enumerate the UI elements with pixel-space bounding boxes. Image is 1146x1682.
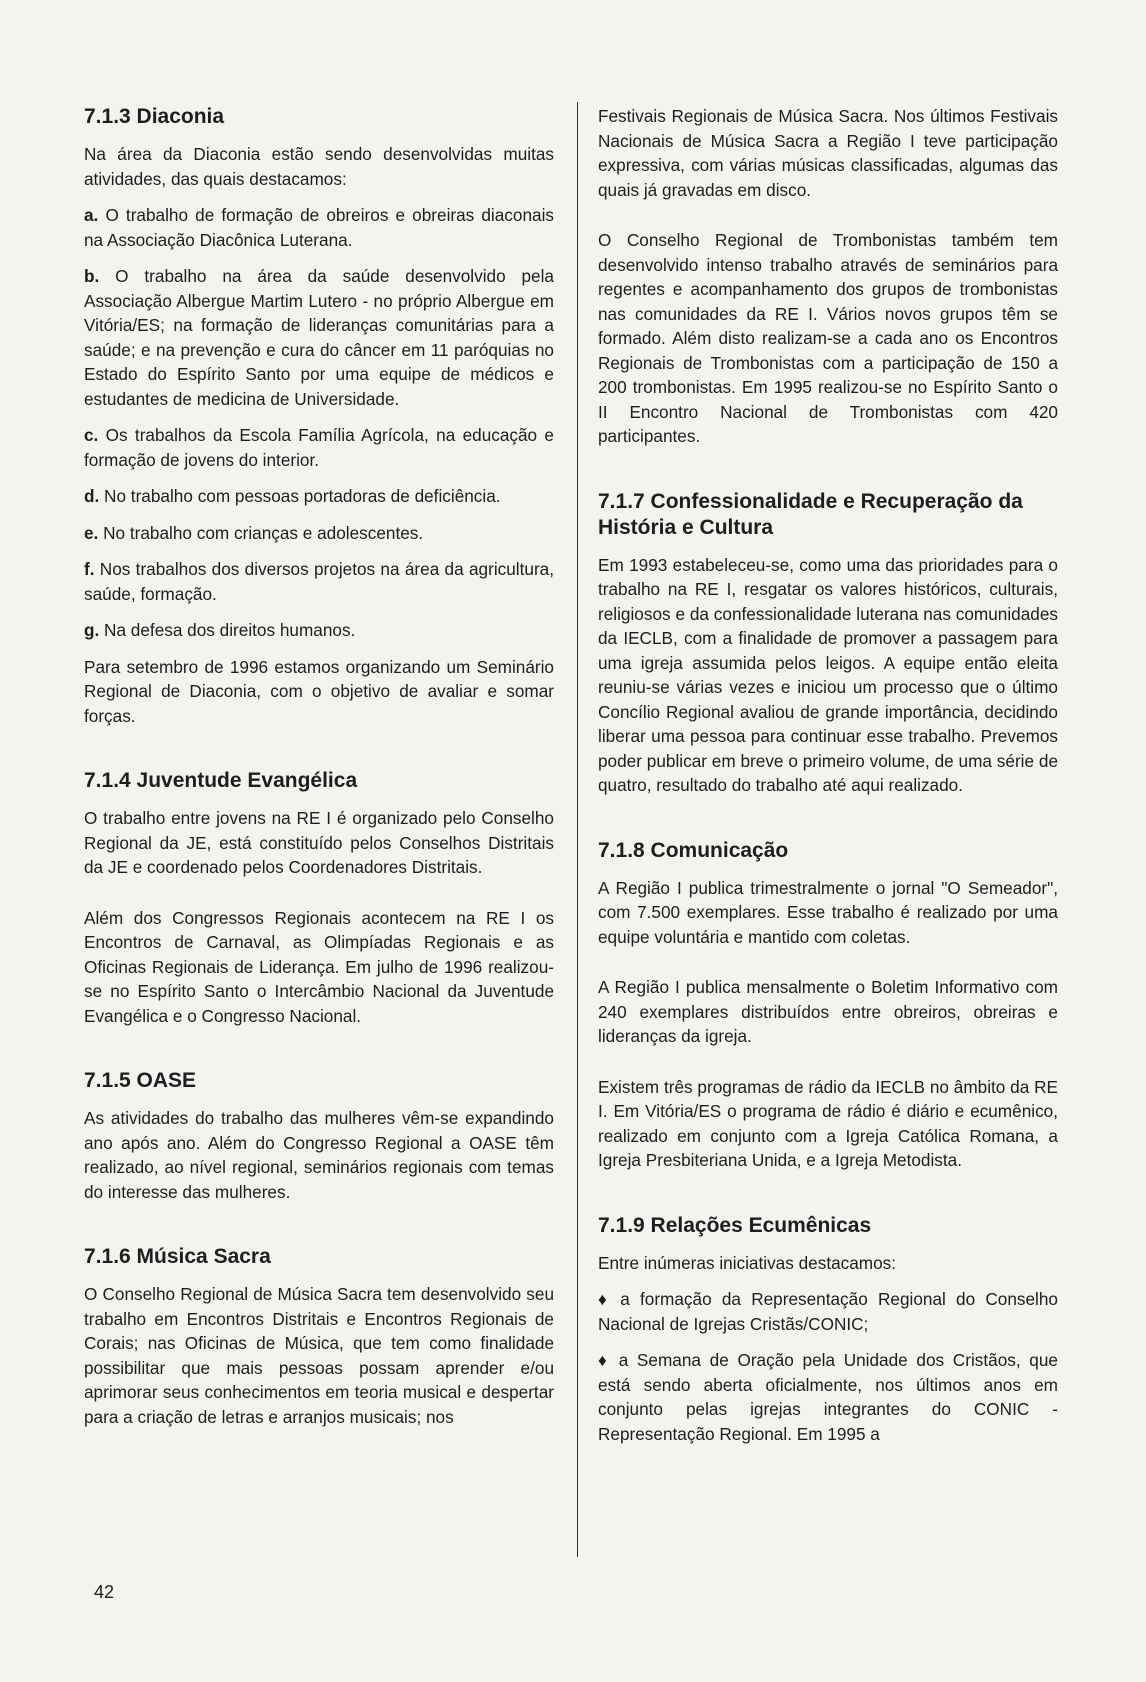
- section-title-confessionalidade: 7.1.7 Confessionalidade e Recuperação da História e Cultura: [598, 489, 1023, 539]
- list-item: [84, 484, 554, 509]
- paragraph: Além dos Congressos Regionais acontecem na RE I os Encontros de Carnaval, as Olimpíadas Regionais e as Oficinas Regionais de Liderança. Em julho de 1996 realizou-se no Espírito Santo o Intercâmbio Nacional da Juventude Evangélica e o Congresso Nacional.: [84, 907, 554, 1026]
- left-column: [84, 104, 554, 1441]
- paragraph: O Conselho Regional de Trombonistas também tem desenvolvido intenso trabalho através de seminários para regentes e acompanhamento dos grupos de trombonistas nas comunidades da RE I. Vários novos grupos têm se formado. Além disto realizam-se a cada ano os Encontros Regionais de Trombonistas com a participação de 150 a 200 trombonistas. Em 1995 realizou-se no Espírito Santo o II Encontro Nacional de Trombonistas com 420 participantes.: [598, 230, 1058, 446]
- paragraph: Entre inúmeras iniciativas destacamos:: [598, 1252, 897, 1273]
- bullet-item: [598, 1348, 1058, 1446]
- paragraph: Em 1993 estabeleceu-se, como uma das prioridades para o trabalho na RE I, resgatar os valores históricos, culturais, religiosos e da confessionalidade luterana nas comunidades da IECLB, com a finalidade de promover a passagem para uma igreja assumida pelos leigos. A equipe então eleita reuniu-se várias vezes e iniciou um processo que o último Concílio Regional avaliou de grande importância, decidindo liberar uma pessoa para continuar esse trabalho. Prevemos poder publicar em breve o primeiro volume, de uma série de quatro, resultado do trabalho até aqui realizado.: [598, 554, 1058, 795]
- list-item: [84, 618, 554, 643]
- paragraph: O Conselho Regional de Música Sacra tem desenvolvido seu trabalho em Encontros Distritais e Encontros Regionais de Corais; nas Oficinas de Música, que tem como finalidade possibilitar que mais pessoas possam aprender e/ou aprimorar seus conhecimentos em teoria musical e despertar para a criação de letras e arranjos musicais; nos: [84, 1284, 554, 1427]
- diamond-bullet-icon: ♦: [598, 1289, 613, 1309]
- diamond-bullet-icon: ♦: [598, 1350, 611, 1370]
- list-text: No trabalho com crianças e adolescentes.: [98, 522, 424, 543]
- list-text: O trabalho na área da saúde desenvolvido pela Associação Albergue Martim Lutero - no próprio Albergue em Vitória/ES; na formação de lideranças comunitárias para a saúde; e na prevenção e cura do câncer em 11 paróquias no Estado do Espírito Santo por uma equipe de médicos e estudantes de medicina de Universidade.: [84, 266, 554, 409]
- paragraph: Festivais Regionais de Música Sacra. Nos últimos Festivais Nacionais de Música Sacra a Região I teve participação expressiva, com várias músicas classificadas, algumas das quais já gravadas em disco.: [598, 106, 1058, 200]
- list-label: c.: [84, 425, 99, 445]
- list-label: b.: [84, 266, 100, 286]
- list-item: [84, 203, 554, 252]
- list-text: Na defesa dos direitos humanos.: [99, 620, 356, 640]
- paragraph: Para setembro de 1996 estamos organizando um Seminário Regional de Diaconia, com o objetivo de avaliar e somar forças.: [84, 656, 554, 726]
- list-item: [84, 521, 554, 546]
- page-number: 42: [94, 1582, 115, 1602]
- list-text: Os trabalhos da Escola Família Agrícola, na educação e formação de jovens do interior.: [84, 425, 554, 470]
- list-label: g.: [84, 620, 100, 640]
- list-text: No trabalho com pessoas portadoras de deficiência.: [99, 486, 501, 506]
- paragraph: Na área da Diaconia estão sendo desenvolvidas muitas atividades, das quais destacamos:: [84, 144, 554, 189]
- paragraph: Existem três programas de rádio da IECLB no âmbito da RE I. Em Vitória/ES o programa de rádio é diário e ecumênico, realizado em conjunto com a Igreja Católica Romana, a Igreja Presbiteriana Unida, e a Igreja Metodista.: [598, 1076, 1058, 1170]
- paragraph: O trabalho entre jovens na RE I é organizado pelo Conselho Regional da JE, está constituído pelos Conselhos Distritais da JE e coordenado pelos Coordenadores Distritais.: [84, 808, 554, 877]
- section-title-juventude: 7.1.4 Juventude Evangélica: [84, 769, 358, 792]
- section-title-comunicacao: 7.1.8 Comunicação: [598, 838, 789, 862]
- paragraph: A Região I publica mensalmente o Boletim Informativo com 240 exemplares distribuídos entre obreiros, obreiras e lideranças da igreja.: [598, 977, 1058, 1046]
- paragraph: As atividades do trabalho das mulheres vêm-se expandindo ano após ano. Além do Congresso Regional a OASE têm realizado, ao nível regional, seminários regionais com temas do interesse das mulheres.: [84, 1108, 554, 1202]
- bullet-text: a formação da Representação Regional do Conselho Nacional de Igrejas Cristãs/CONIC;: [598, 1289, 1058, 1334]
- paragraph: A Região I publica trimestralmente o jornal "O Semeador", com 7.500 exemplares. Esse trabalho é realizado por uma equipe voluntária e mantido com coletas.: [598, 877, 1058, 947]
- list-text: O trabalho de formação de obreiros e obreiras diaconais na Associação Diacônica Luterana.: [84, 205, 554, 250]
- section-title-musica-sacra: 7.1.6 Música Sacra: [84, 1245, 271, 1268]
- list-label: a.: [84, 205, 99, 225]
- list-label: f.: [84, 559, 95, 579]
- list-label: d.: [84, 486, 100, 506]
- section-title-oase: 7.1.5 OASE: [84, 1069, 197, 1092]
- list-label: e.: [84, 522, 99, 543]
- bullet-text: a Semana de Oração pela Unidade dos Cristãos, que está sendo aberta oficialmente, nos últimos anos em conjunto pelas igrejas integrantes do CONIC - Representação Regional. Em 1995 a: [598, 1350, 1058, 1444]
- bullet-item: [598, 1287, 1058, 1336]
- list-text: Nos trabalhos dos diversos projetos na área da agricultura, saúde, formação.: [84, 559, 554, 604]
- right-column: [598, 104, 1058, 1458]
- list-item: [84, 423, 554, 472]
- list-item: [84, 557, 554, 606]
- list-item: [84, 264, 554, 411]
- section-title-relacoes-ecumenicas: 7.1.9 Relações Ecumênicas: [598, 1213, 872, 1237]
- column-divider: [577, 102, 578, 1557]
- section-title-diaconia: 7.1.3 Diaconia: [84, 105, 225, 128]
